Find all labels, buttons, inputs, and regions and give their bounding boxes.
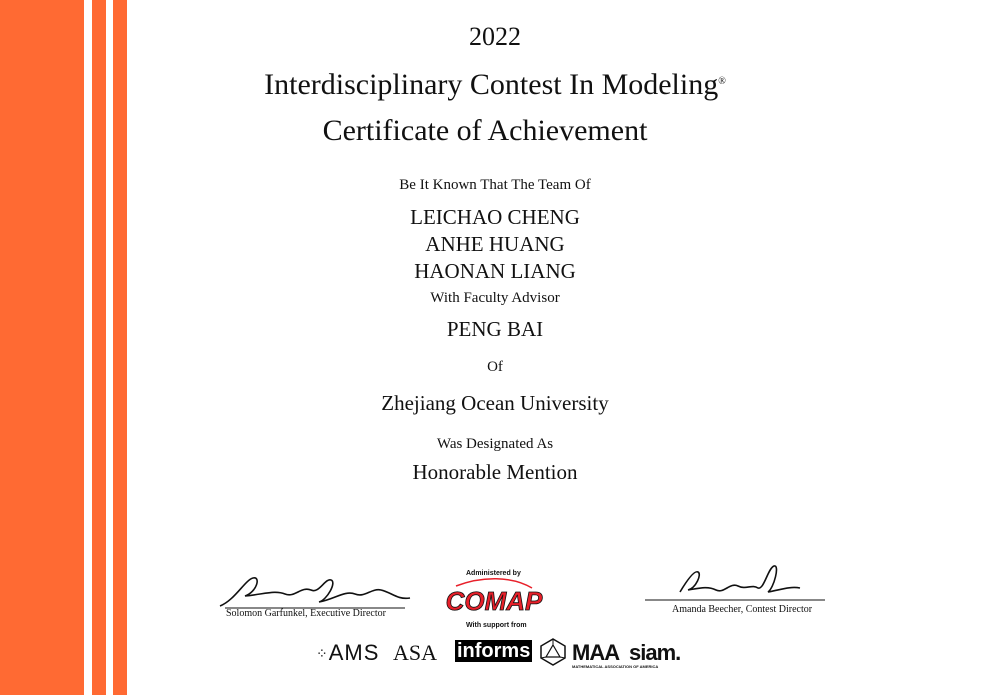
advisor-label: With Faculty Advisor: [430, 290, 560, 306]
stripe-thin-1: [92, 0, 106, 695]
signature-right: [640, 562, 830, 604]
of-label: Of: [487, 359, 503, 375]
stripe-thin-2: [113, 0, 127, 695]
certificate-year: 2022: [469, 22, 521, 51]
asa-text: ASA: [393, 640, 438, 665]
maa-icosahedron-icon: [538, 637, 568, 667]
ams-logo: [316, 640, 379, 666]
administered-by-label: Administered by: [466, 570, 521, 577]
ams-dots-icon: ⁘: [316, 645, 329, 662]
team-member: ANHE HUANG: [425, 232, 565, 256]
comap-text: COMAP: [445, 586, 543, 616]
intro-text: Be It Known That The Team Of: [399, 177, 591, 193]
signature-left-name: Solomon Garfunkel, Executive Director: [226, 608, 386, 619]
siam-logo: [629, 640, 680, 666]
certificate-title: Certificate of Achievement: [322, 114, 648, 147]
support-label: With support from: [466, 622, 527, 629]
comap-logo: [445, 578, 543, 620]
siam-text: siam.: [629, 640, 681, 665]
signature-left: [215, 570, 415, 610]
ams-text: AMS: [328, 640, 380, 665]
designated-label: Was Designated As: [436, 436, 554, 452]
team-member: LEICHAO CHENG: [410, 205, 580, 229]
institution-name: Zhejiang Ocean University: [381, 391, 609, 415]
maa-text: MAA: [572, 640, 620, 665]
informs-text: informs: [457, 640, 531, 662]
registered-mark: ®: [718, 76, 726, 87]
maa-subtitle: MATHEMATICAL ASSOCIATION OF AMERICA: [572, 664, 659, 669]
team-member: HAONAN LIANG: [414, 259, 576, 283]
informs-logo: [455, 640, 532, 663]
advisor-name: PENG BAI: [446, 317, 544, 341]
stripe-wide: [0, 0, 84, 695]
decorative-stripes: [0, 0, 130, 695]
signature-right-name: Amanda Beecher, Contest Director: [672, 604, 813, 615]
asa-logo: [393, 640, 437, 666]
contest-name: Interdisciplinary Contest In Modeling®: [264, 68, 726, 101]
designation: Honorable Mention: [412, 460, 578, 484]
